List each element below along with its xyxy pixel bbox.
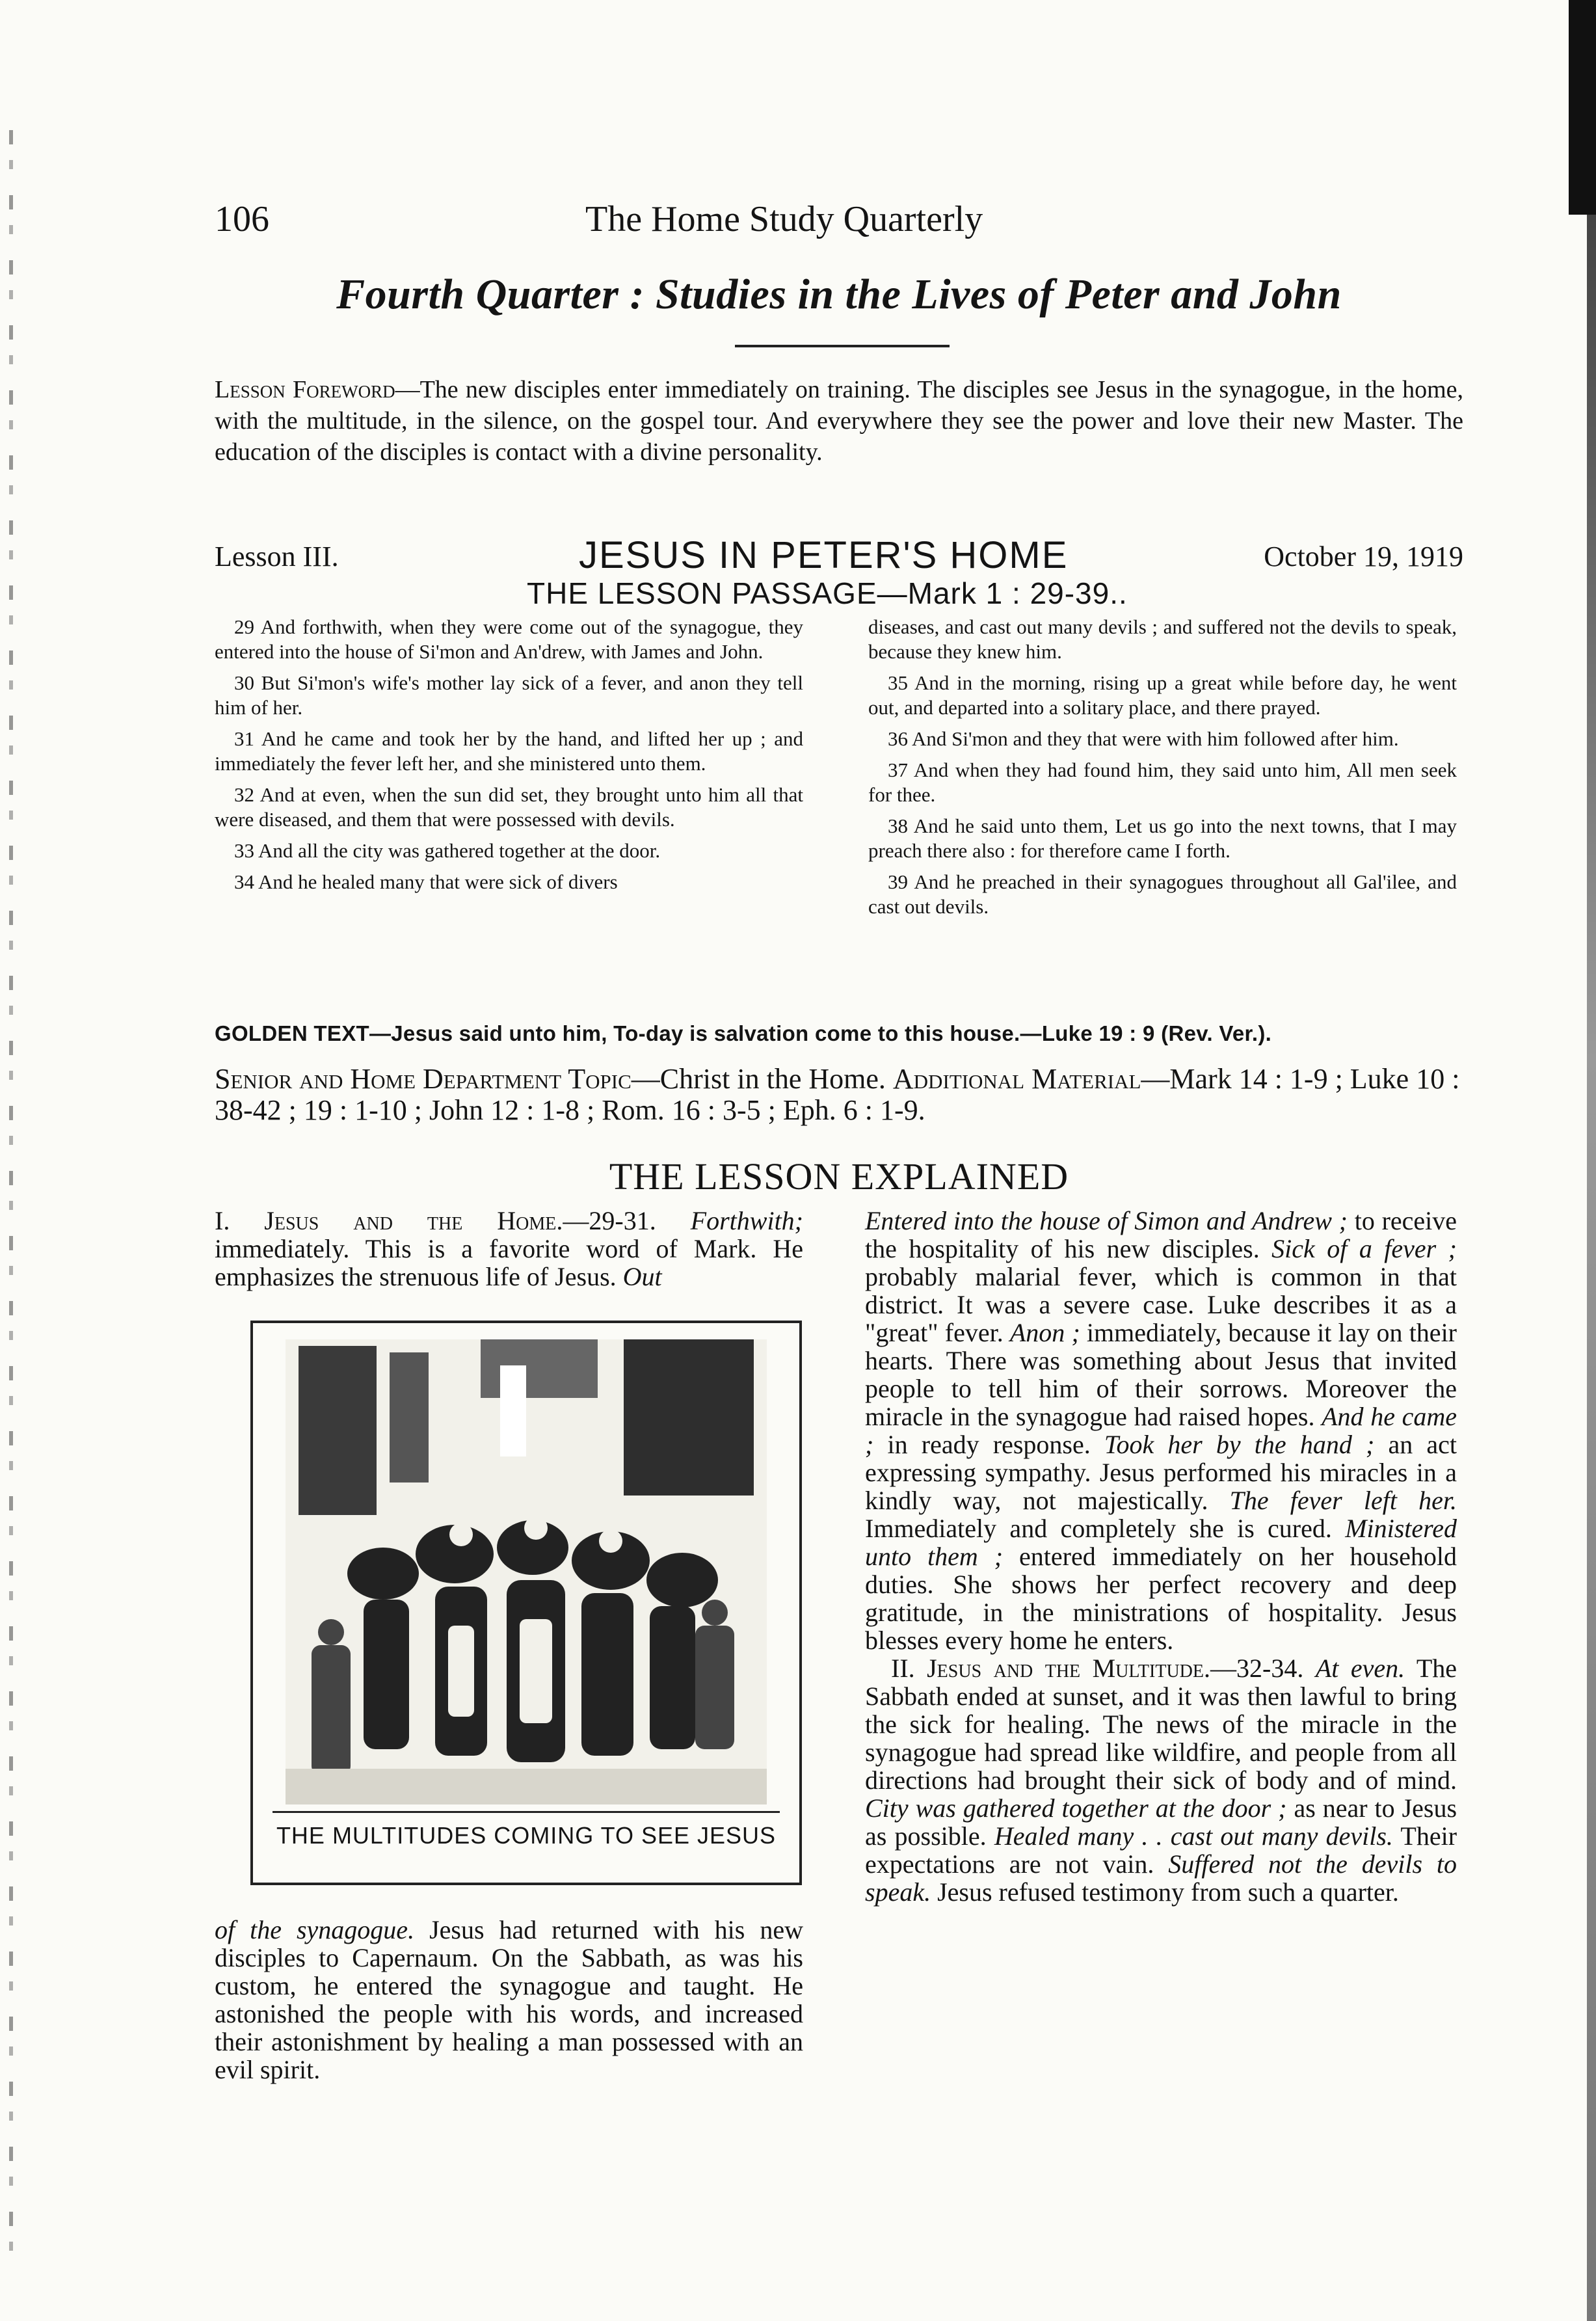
quarter-title: Fourth Quarter : Studies in the Lives of Peter and John [336,271,1342,318]
body-text: as near to Jesus as possible. [865,1793,1457,1851]
scan-edge-strip [1587,215,1596,2321]
running-header [215,198,1463,250]
italic-phrase: Entered into the house of Simon and Andrew ; [865,1206,1348,1235]
verse: 36 And Si'mon and they that were with him followed after him. [888,727,1399,750]
department-topic [215,1064,1463,1126]
body-text: in ready response. [887,1430,1091,1459]
italic-phrase: At even. [1315,1654,1405,1683]
body-text: an act expressing sympathy. Jesus performed his miracles in a kindly way, not majestically. [865,1430,1457,1515]
body-text: The Sabbath ended at sunset, and it was then lawful to bring the sick for healing. The news of the miracle in the synagogue had spread like wildfire, and people from all directions had brought their sick of body and of mind. [865,1654,1457,1795]
explained-left-bottom [215,1916,803,2084]
scan-left-edge [9,130,13,2264]
verse: diseases, and cast out many devils ; and suffered not the devils to speak, because they knew him. [868,615,1457,663]
italic-phrase: Forthwith; [690,1206,803,1235]
italic-phrase: Took her by the hand ; [1104,1430,1375,1459]
crowd-illustration [286,1339,767,1804]
lesson-foreword [215,374,1463,468]
italic-phrase: Healed many . . cast out many devils. [994,1821,1393,1851]
explained-right-column [865,1207,1457,1906]
body-text: immediately. This is a favorite word of Mark. He emphasizes the strenuous life of Jesus. [215,1234,803,1291]
verse: 33 And all the city was gathered together at the door. [234,839,661,862]
verse: 39 And he preached in their synagogues throughout all Gal'ilee, and cast out devils. [868,870,1457,918]
page-number: 106 [215,199,269,239]
body-text: immediately, because it lay on their hearts. There was something about Jesus that invited people to tell him of their sorrows. Moreover the miracle in the synagogue had raised hopes. [865,1318,1457,1431]
verse: 32 And at even, when the sun did set, they brought unto him all that were diseased, and them that were possessed with devils. [215,783,803,831]
lesson-date: October 19, 1919 [1264,541,1463,572]
italic-phrase: Anon ; [1009,1318,1080,1347]
figure-caption: THE MULTITUDES COMING TO SEE JESUS [276,1822,777,1849]
topic-text: —Christ in the Home. [631,1063,886,1095]
lesson-explained-heading: THE LESSON EXPLAINED [609,1155,1069,1198]
section-ref: —29-31. [563,1206,656,1235]
page [215,0,1463,2321]
caption-rule [273,1811,780,1813]
verse: 34 And he healed many that were sick of divers [234,870,618,893]
section-heading: II. Jesus and the Multitude. [891,1654,1211,1683]
body-text: Their expectations are not vain. [865,1821,1457,1879]
passage-heading: THE LESSON PASSAGE—Mark 1 : 29-39.. [527,576,1128,610]
verse: 30 But Si'mon's wife's mother lay sick of a fever, and anon they tell him of her. [215,671,803,719]
verse: 29 And forthwith, when they were come out of the synagogue, they entered into the house of Si'mon and An'drew, with James and John. [215,615,803,663]
lesson-heading-row [215,533,1463,579]
lesson-title: JESUS IN PETER'S HOME [579,534,1069,576]
body-text: probably malarial fever, which is common in that district. It was a severe case. Luke describes it as a "great" fever. [865,1262,1457,1347]
foreword-label: Lesson Foreword [215,376,395,403]
italic-phrase: Out [622,1262,662,1291]
italic-phrase: City was gathered together at the door ; [865,1793,1287,1823]
italic-phrase: And he came ; [865,1402,1457,1459]
journal-title: The Home Study Quarterly [585,199,983,239]
additional-material-label: Additional Material [892,1063,1141,1095]
additional-material-text: —Mark 14 : 1-9 ; Luke 10 : 38-42 ; 19 : 1-10 ; John 12 : 1-8 ; Rom. 16 : 3-5 ; Eph. 6 : 1-9. [215,1063,1460,1126]
italic-phrase: of the synagogue. [215,1915,415,1944]
body-text: entered immediately on her household duties. She shows her perfect recovery and deep gratitude, in the ministrations of hospitality. Jesus blesses every home he enters. [865,1542,1457,1655]
italic-phrase: The fever left her. [1229,1486,1457,1515]
lesson-number: Lesson III. [215,541,339,572]
title-rule [735,345,950,347]
golden-text: GOLDEN TEXT—Jesus said unto him, To-day is salvation come to this house.—Luke 19 : 9 (Rev. Ver.). [215,1021,1272,1045]
body-text: to receive the hospitality of his new disciples. [865,1206,1457,1263]
scan-edge-bar [1569,0,1596,215]
verse: 31 And he came and took her by the hand, and lifted her up ; and immediately the fever left her, and she ministered unto them. [215,727,803,775]
passage-right-column [868,615,1457,926]
verse: 38 And he said unto them, Let us go into the next towns, that I may preach there also : for therefore came I forth. [868,814,1457,862]
verse: 35 And in the morning, rising up a great while before day, he went out, and departed into a solitary place, and there prayed. [868,671,1457,719]
passage-left-column [215,615,803,901]
body-text: Immediately and completely she is cured. [865,1514,1332,1543]
italic-phrase: Suffered not the devils to speak. [865,1849,1457,1907]
topic-label: Senior and Home Department Topic [215,1063,632,1095]
italic-phrase: Sick of a fever ; [1271,1234,1457,1263]
body-text: Jesus had returned with his new disciples to Capernaum. On the Sabbath, as was his custom, he entered the synagogue and taught. He astonished the people with his words, and increased their astonishment by healing a man possessed with an evil spirit. [215,1915,803,2084]
section-ref: —32-34. [1210,1654,1304,1683]
section-heading: I. Jesus and the Home. [215,1206,563,1235]
italic-phrase: Ministered unto them ; [865,1514,1457,1571]
foreword-text: —The new disciples enter immediately on training. The disciples see Jesus in the synagogue, in the home, with the multitude, in the silence, on the gospel tour. And everywhere they see the power and love their new Master. The education of the disciples is contact with a divine personality. [215,376,1464,466]
body-text: Jesus refused testimony from such a quarter. [937,1877,1399,1907]
explained-left-top [215,1207,803,1291]
verse: 37 And when they had found him, they said unto him, All men seek for thee. [868,758,1457,806]
illustration-figure [250,1321,802,1885]
